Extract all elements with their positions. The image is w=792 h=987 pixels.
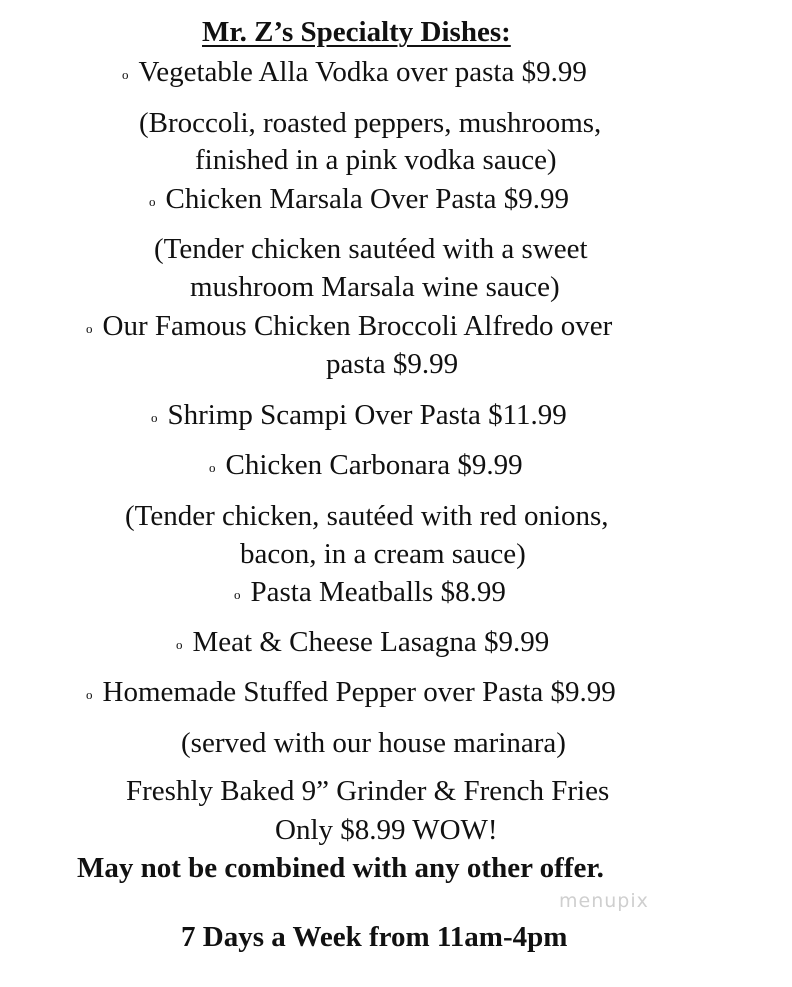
menu-item-continuation: pasta $9.99	[326, 348, 459, 380]
menu-item-pasta-meatballs: o Pasta Meatballs $8.99	[234, 576, 506, 608]
promo-price: Only $8.99 WOW!	[275, 814, 498, 846]
item-description: bacon, in a cream sauce)	[240, 538, 526, 570]
bullet-icon: o	[176, 637, 183, 652]
item-description: (Tender chicken, sautéed with red onions,	[125, 500, 609, 532]
item-description: (Tender chicken sautéed with a sweet	[154, 233, 588, 265]
menu-item-chicken-carbonara: o Chicken Carbonara $9.99	[209, 449, 523, 481]
menu-item-chicken-marsala: o Chicken Marsala Over Pasta $9.99	[149, 183, 569, 215]
bullet-icon: o	[234, 587, 241, 602]
bullet-icon: o	[86, 321, 93, 336]
promo-line: Freshly Baked 9” Grinder & French Fries	[126, 775, 610, 807]
menu-item-chicken-broccoli-alfredo: o Our Famous Chicken Broccoli Alfredo over	[86, 310, 613, 342]
item-description: mushroom Marsala wine sauce)	[190, 271, 560, 303]
hours: 7 Days a Week from 11am-4pm	[181, 921, 568, 953]
menu-item-vegetable-alla-vodka: o Vegetable Alla Vodka over pasta $9.99	[122, 56, 587, 88]
bullet-icon: o	[151, 410, 158, 425]
menu-item-shrimp-scampi: o Shrimp Scampi Over Pasta $11.99	[151, 399, 567, 431]
watermark-logo: menupix	[559, 890, 649, 912]
item-description: finished in a pink vodka sauce)	[195, 144, 557, 176]
bullet-icon: o	[149, 194, 156, 209]
bullet-icon: o	[86, 687, 93, 702]
menu-item-meat-cheese-lasagna: o Meat & Cheese Lasagna $9.99	[176, 626, 550, 658]
item-description: (Broccoli, roasted peppers, mushrooms,	[139, 107, 602, 139]
disclaimer: May not be combined with any other offer.	[77, 852, 604, 884]
bullet-icon: o	[209, 460, 216, 475]
menu-item-stuffed-pepper: o Homemade Stuffed Pepper over Pasta $9.99	[86, 676, 616, 708]
menu-title: Mr. Z’s Specialty Dishes:	[202, 16, 511, 48]
bullet-icon: o	[122, 67, 129, 82]
item-description: (served with our house marinara)	[181, 727, 566, 759]
